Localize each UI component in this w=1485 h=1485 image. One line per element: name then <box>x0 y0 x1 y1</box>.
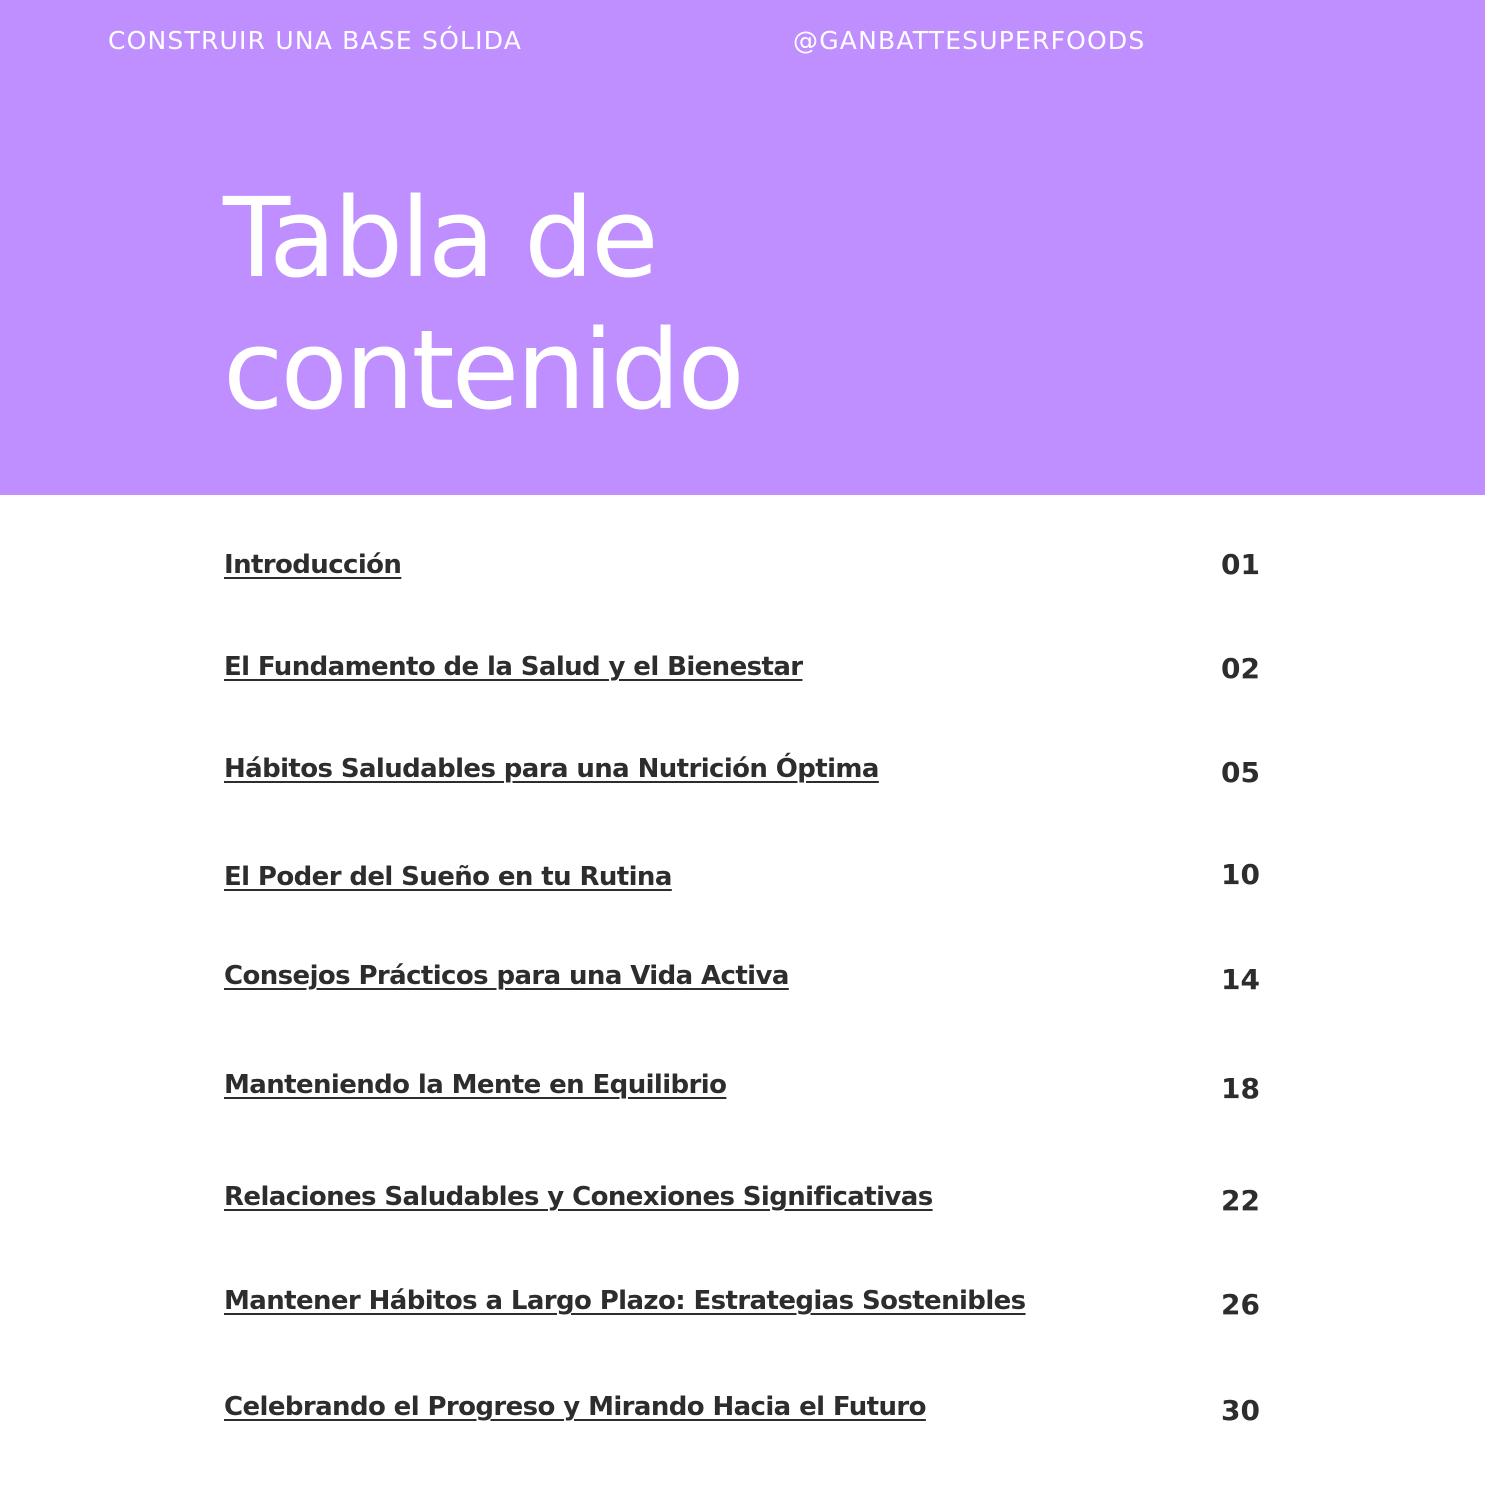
page-title <box>223 172 1123 436</box>
toc-item-link[interactable]: Mantener Hábitos a Largo Plazo: Estrategias Sostenibles <box>224 1286 1026 1316</box>
toc-item-link[interactable]: El Poder del Sueño en tu Rutina <box>224 862 672 892</box>
toc-item-link[interactable]: El Fundamento de la Salud y el Bienestar <box>224 652 803 682</box>
toc-item-largo-plazo <box>224 1278 1264 1324</box>
toc-item-link[interactable]: Manteniendo la Mente en Equilibrio <box>224 1070 727 1100</box>
toc-item-page-number: 05 <box>1221 756 1260 789</box>
toc-item-page-number: 10 <box>1221 858 1260 891</box>
toc-item-page-number: 01 <box>1221 548 1260 581</box>
toc-item-link[interactable]: Consejos Prácticos para una Vida Activa <box>224 961 789 991</box>
social-handle: @GANBATTESUPERFOODS <box>793 26 1146 55</box>
toc-item-fundamento <box>224 644 1264 690</box>
toc-item-page-number: 18 <box>1221 1072 1260 1105</box>
toc-item-link[interactable]: Hábitos Saludables para una Nutrición Óptima <box>224 754 879 784</box>
toc-item-link[interactable]: Introducción <box>224 550 402 580</box>
toc-item-habitos-nutricion <box>224 746 1264 792</box>
header-banner <box>0 0 1485 495</box>
toc-item-progreso <box>224 1384 1264 1430</box>
kicker-label: CONSTRUIR UNA BASE SÓLIDA <box>108 26 523 55</box>
page-title-line-1: Tabla de <box>223 174 656 302</box>
toc-item-sueno <box>224 854 1264 900</box>
toc-item-vida-activa <box>224 953 1264 999</box>
toc-item-link[interactable]: Relaciones Saludables y Conexiones Significativas <box>224 1182 933 1212</box>
toc-item-link[interactable]: Celebrando el Progreso y Mirando Hacia el Futuro <box>224 1392 926 1422</box>
toc-item-relaciones <box>224 1174 1264 1220</box>
toc-item-page-number: 30 <box>1221 1394 1260 1427</box>
page-title-line-2: contenido <box>223 306 742 434</box>
toc-item-page-number: 14 <box>1221 963 1260 996</box>
toc-item-page-number: 22 <box>1221 1184 1260 1217</box>
toc-item-introduccion <box>224 542 1264 588</box>
toc-item-page-number: 02 <box>1221 652 1260 685</box>
toc-item-page-number: 26 <box>1221 1288 1260 1321</box>
toc-item-mente <box>224 1062 1264 1108</box>
